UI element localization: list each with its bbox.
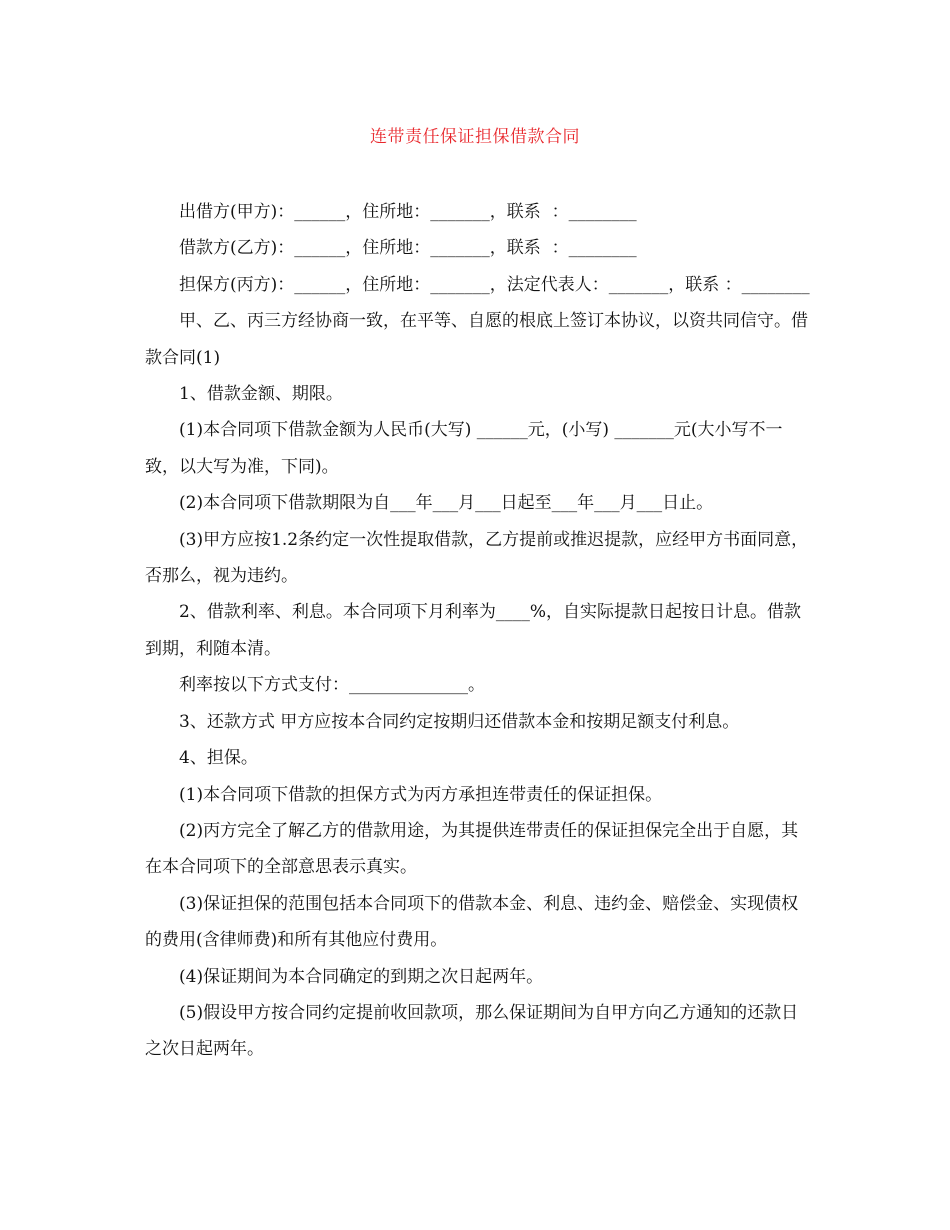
section-2-interest: 2、借款利率、利息。本合同项下月利率为____%，自实际提款日起按日计息。借款到期，利随本清。 (145, 602, 801, 659)
document-body (145, 194, 815, 1068)
clause-4-4: (4)保证期间为本合同确定的到期之次日起两年。 (179, 966, 544, 987)
section-1-heading: 1、借款金额、期限。 (179, 384, 343, 405)
party-borrower: 借款方(乙方)：______，住所地：_______，联系 ：________ (179, 238, 637, 259)
clause-4-5: (5)假设甲方按合同约定提前收回款项，那么保证期间为自甲方向乙方通知的还款日之次日起两年。 (145, 1002, 799, 1060)
party-lender: 出借方(甲方)：______，住所地：_______，联系 ：________ (179, 202, 637, 222)
party-guarantor: 担保方(丙方)：______，住所地：_______，法定代表人：_______，联系 ：________ (179, 274, 810, 295)
document-title: 连带责任保证担保借款合同 (370, 127, 580, 147)
clause-4-3: (3)保证担保的范围包括本合同项下的借款本金、利息、违约金、赔偿金、实现债权的费用(含律师费)和所有其他应付费用。 (145, 893, 799, 951)
clause-1-2: (2)本合同项下借款期限为自___年___月___日起至___年___月___日止。 (179, 493, 714, 514)
clause-4-2: (2)丙方完全了解乙方的借款用途，为其提供连带责任的保证担保完全出于自愿，其在本合同项下的全部意思表示真实。 (145, 820, 799, 878)
clause-1-3: (3)甲方应按1.2条约定一次性提取借款，乙方提前或推迟提款，应经甲方书面同意，否那么，视为违约。 (145, 529, 809, 587)
interest-payment-method: 利率按以下方式支付：______________。 (179, 675, 485, 696)
clause-1-1: (1)本合同项下借款金额为人民币(大写) ______元，(小写) _______元(大小写不一致，以大写为准，下同)。 (145, 420, 783, 477)
section-3-repayment: 3、还款方式 甲方应按本合同约定按期归还借款本金和按期足额支付利息。 (179, 711, 740, 732)
clause-4-1: (1)本合同项下借款的担保方式为丙方承担连带责任的保证担保。 (179, 784, 663, 805)
section-4-heading: 4、担保。 (179, 748, 258, 769)
preamble-paragraph: 甲、乙、丙三方经协商一致，在平等、自愿的根底上签订本协议，以资共同信守。借款合同(1) (145, 311, 808, 368)
